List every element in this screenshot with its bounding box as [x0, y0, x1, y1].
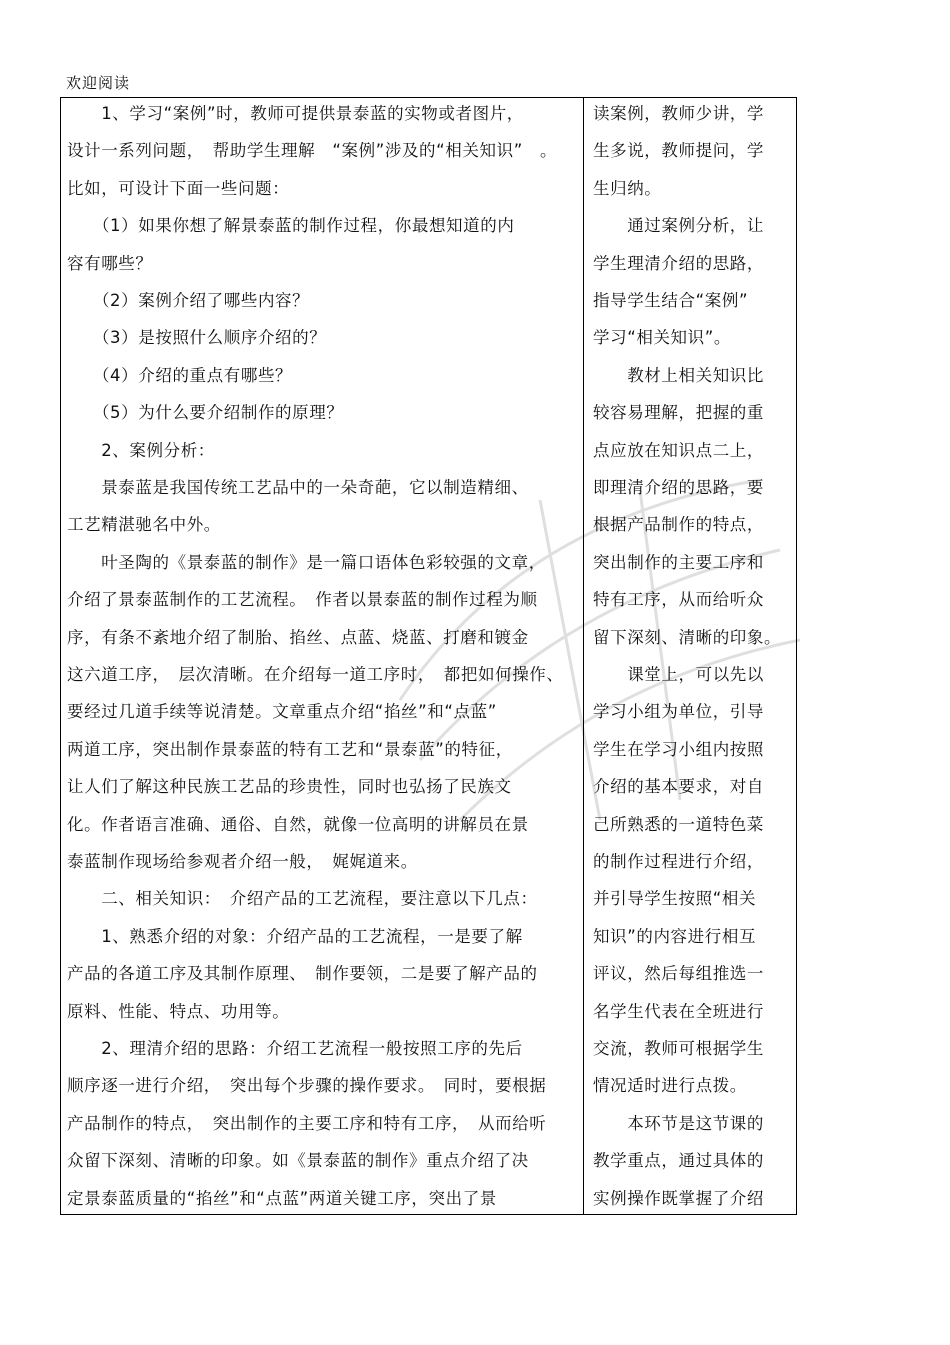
content-line: （1）如果你想了解景泰蓝的制作过程，你最想知道的内	[67, 216, 515, 236]
content-line: 产品制作的特点， 突出制作的主要工序和特有工序， 从而给听	[67, 1113, 547, 1133]
content-line: 比如，可设计下面一些问题：	[67, 178, 290, 198]
notes-line: 即理清介绍的思路，要	[593, 478, 764, 497]
notes-line: 突出制作的主要工序和	[593, 552, 764, 572]
notes-line: 学生理清介绍的思路，	[593, 253, 764, 273]
content-line: 泰蓝制作现场给参观者介绍一般， 娓娓道来。	[67, 852, 418, 871]
notes-line: 通过案例分析，让	[593, 216, 764, 236]
notes-line: 较容易理解，把握的重	[593, 403, 764, 423]
notes-line: 教材上相关知识比	[593, 365, 764, 385]
content-line: 众留下深刻、清晰的印象。如《景泰蓝的制作》重点介绍了决	[67, 1151, 529, 1171]
notes-line: 并引导学生按照“相关	[593, 889, 757, 909]
content-line: 产品的各道工序及其制作原理、 制作要领，二是要了解产品的	[67, 964, 538, 984]
notes-line: 特有工序，从而给听众	[593, 590, 764, 610]
notes-line: 名学生代表在全班进行	[593, 1001, 764, 1021]
notes-line: 学习小组为单位，引导	[593, 702, 764, 722]
content-line: （5）为什么要介绍制作的原理？	[67, 403, 344, 423]
content-line: 顺序逐一进行介绍， 突出每个步骤的操作要求。 同时，要根据	[67, 1076, 547, 1096]
notes-line: 指导学生结合“案例”	[593, 291, 749, 310]
notes-line: 本环节是这节课的	[593, 1113, 764, 1133]
content-line: （2）案例介绍了哪些内容？	[67, 291, 310, 310]
notes-line: 知识”的内容进行相互	[593, 926, 757, 946]
notes-line: 情况适时进行点拨。	[593, 1076, 747, 1096]
content-line: 原料、性能、特点、功用等。	[67, 1001, 290, 1021]
page-header: 欢迎阅读	[66, 74, 131, 92]
content-line: 1、学习“案例”时，教师可提供景泰蓝的实物或者图片，	[67, 104, 524, 123]
notes-line: 点应放在知识点二上，	[593, 440, 764, 460]
notes-line: 教学重点，通过具体的	[593, 1151, 764, 1171]
content-line: （4）介绍的重点有哪些？	[67, 365, 293, 385]
content-line: 工艺精湛驰名中外。	[67, 515, 221, 535]
content-line: 这六道工序， 层次清晰。在介绍每一道工序时， 都把如何操作、	[67, 665, 564, 684]
content-line: 要经过几道手续等说清楚。文章重点介绍“掐丝”和“点蓝”	[67, 702, 497, 722]
lesson-table	[60, 97, 797, 1215]
content-line: 容有哪些？	[67, 253, 153, 273]
content-line: 序，有条不紊地介绍了制胎、掐丝、点蓝、烧蓝、打磨和镀金	[67, 627, 529, 647]
content-line: 介绍了景泰蓝制作的工艺流程。 作者以景泰蓝的制作过程为顺	[67, 590, 538, 610]
notes-line: 的制作过程进行介绍，	[593, 852, 764, 871]
content-line: 让人们了解这种民族工艺品的珍贵性，同时也弘扬了民族文	[67, 777, 512, 797]
column-divider	[583, 98, 584, 1214]
notes-line: 己所熟悉的一道特色菜	[593, 814, 764, 834]
notes-line: 交流，教师可根据学生	[593, 1039, 764, 1058]
content-line: 景泰蓝是我国传统工艺品中的一朵奇葩，它以制造精细、	[67, 478, 529, 497]
notes-line: 课堂上，可以先以	[593, 665, 764, 684]
notes-line: 实例操作既掌握了介绍	[593, 1188, 764, 1208]
notes-line: 根据产品制作的特点，	[593, 515, 764, 535]
notes-line: 学生在学习小组内按照	[593, 739, 764, 759]
notes-line: 介绍的基本要求，对自	[593, 777, 764, 797]
content-line: 1、熟悉介绍的对象：介绍产品的工艺流程，一是要了解	[67, 926, 523, 946]
content-line: 两道工序，突出制作景泰蓝的特有工艺和“景泰蓝”的特征，	[67, 739, 513, 759]
notes-line: 评议，然后每组推选一	[593, 964, 764, 984]
content-line: 二、相关知识： 介绍产品的工艺流程，要注意以下几点：	[67, 889, 538, 909]
content-line: 化。作者语言准确、通俗、自然，就像一位高明的讲解员在景	[67, 814, 529, 834]
content-line: 叶圣陶的《景泰蓝的制作》是一篇口语体色彩较强的文章，	[67, 552, 546, 572]
content-line: 设计一系列问题， 帮助学生理解 “案例”涉及的“相关知识” 。	[67, 141, 558, 161]
content-line: 2、案例分析：	[67, 440, 215, 460]
content-line: （3）是按照什么顺序介绍的？	[67, 328, 327, 348]
content-line: 2、理清介绍的思路：介绍工艺流程一般按照工序的先后	[67, 1039, 523, 1058]
notes-line: 生归纳。	[593, 178, 662, 198]
notes-line: 留下深刻、清晰的印象。	[593, 627, 782, 647]
notes-line: 学习“相关知识”。	[593, 328, 731, 348]
content-line: 定景泰蓝质量的“掐丝”和“点蓝”两道关键工序，突出了景	[67, 1188, 497, 1208]
notes-line: 生多说，教师提问，学	[593, 141, 764, 161]
notes-line: 读案例，教师少讲，学	[593, 104, 764, 123]
